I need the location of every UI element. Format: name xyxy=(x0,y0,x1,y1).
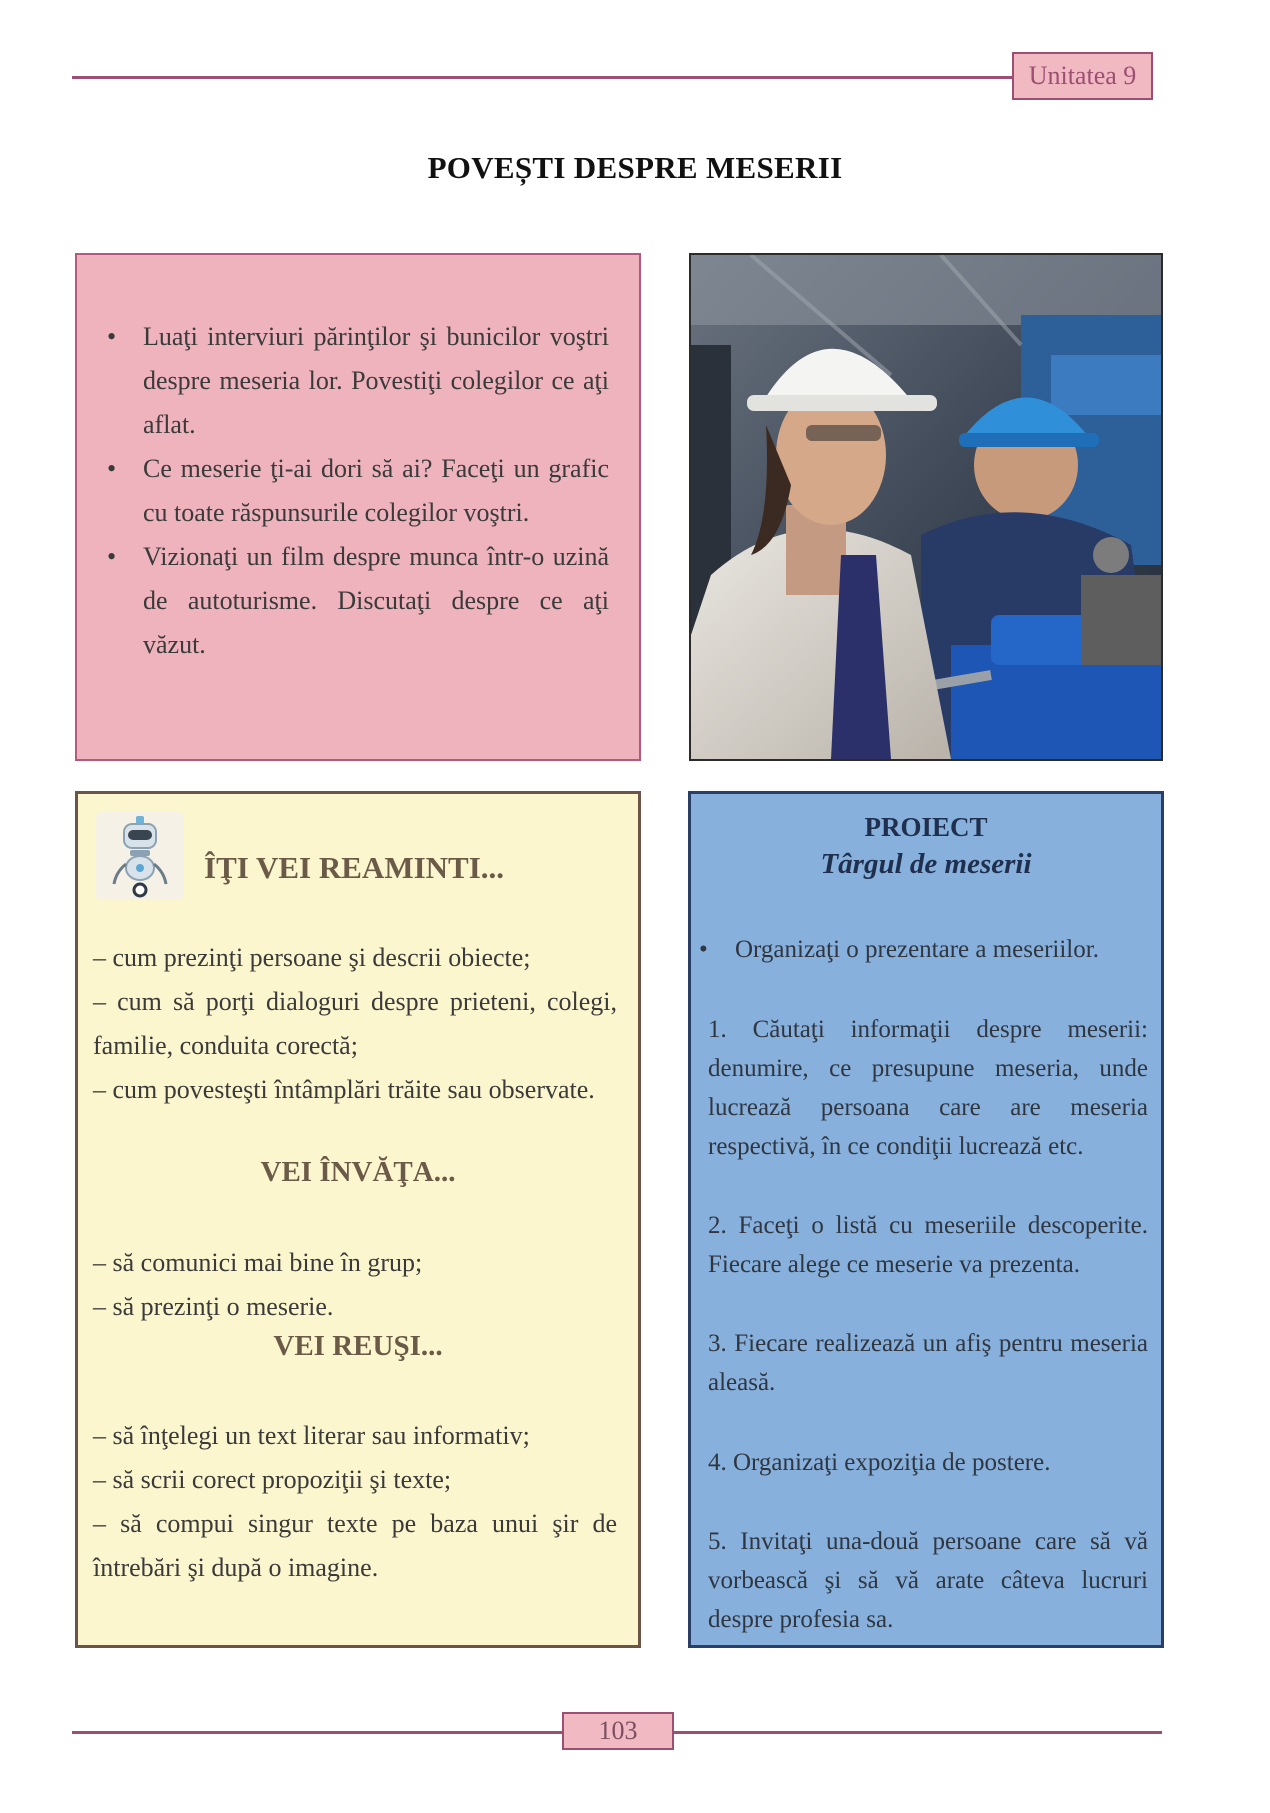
list-item: – cum să porţi dialoguri despre prieteni, colegi, familie, conduita corectă; xyxy=(93,987,617,1060)
list-item: – să comunici mai bine în grup; xyxy=(93,1248,423,1277)
bullet-icon: • xyxy=(107,322,117,351)
list-item: – să prezinţi o meserie. xyxy=(93,1292,334,1321)
unit-badge: Unitatea 9 xyxy=(1012,52,1153,100)
remind-heading: ÎŢI VEI REAMINTI... xyxy=(204,850,505,885)
factory-workers-photo xyxy=(689,253,1163,761)
project-step: 2. Faceţi o listă cu meseriile descoperite. Fiecare alege ce meserie va prezenta. xyxy=(708,1212,1148,1278)
project-intro xyxy=(699,930,1154,969)
activity-item xyxy=(107,447,609,535)
activity-text: Ce meserie ţi-ai dori să ai? Faceţi un grafic cu toate răspunsurile colegilor voştri. xyxy=(143,454,609,527)
activity-text: Luaţi interviuri părinţilor şi bunicilor voştri despre meseria lor. Povestiţi colegilor ce aţi aflat. xyxy=(143,322,609,439)
objectives-box xyxy=(75,791,641,1648)
bullet-icon: • xyxy=(107,542,117,571)
photo-illustration xyxy=(691,255,1161,759)
list-item: – cum prezinţi persoane şi descrii obiecte; xyxy=(93,943,531,972)
list-item: – să scrii corect propoziţii şi texte; xyxy=(93,1465,452,1494)
page-number: 103 xyxy=(562,1712,674,1750)
list-item: – să compui singur texte pe baza unui şir de întrebări şi după o imagine. xyxy=(93,1509,617,1582)
robot-icon-graphic xyxy=(96,812,184,900)
learn-list xyxy=(93,1241,617,1329)
project-subtitle: Târgul de meserii xyxy=(820,848,1032,880)
header-divider xyxy=(72,76,1012,79)
project-step: 3. Fiecare realizează un afiş pentru meseria aleasă. xyxy=(708,1330,1148,1396)
bullet-icon: • xyxy=(107,454,117,483)
project-step: 1. Căutaţi informaţii despre meserii: denumire, ce presupune meseria, unde lucrează persoana care are meseria respectivă, în ce condiţii lucrează etc. xyxy=(708,1016,1148,1160)
succeed-list xyxy=(93,1414,617,1590)
project-title: PROIECT xyxy=(864,812,988,842)
activity-item xyxy=(107,315,609,447)
list-item: – cum povesteşti întâmplări trăite sau observate. xyxy=(93,1075,595,1104)
project-box xyxy=(688,791,1164,1648)
learn-heading: VEI ÎNVĂŢA... xyxy=(260,1156,456,1188)
activities-list xyxy=(107,315,609,667)
bullet-icon: • xyxy=(699,936,708,963)
project-intro-text: Organizaţi o prezentare a meseriilor. xyxy=(735,936,1099,963)
activities-box xyxy=(75,253,641,761)
remind-list xyxy=(93,936,617,1112)
project-step: 4. Organizaţi expoziţia de postere. xyxy=(708,1449,1051,1476)
succeed-heading: VEI REUŞI... xyxy=(273,1330,443,1362)
list-item: – să înţelegi un text literar sau informativ; xyxy=(93,1421,530,1450)
project-step: 5. Invitaţi una-două persoane care să vă vorbească şi să vă arate câteva lucruri despre profesia sa. xyxy=(708,1528,1148,1633)
activity-item xyxy=(107,535,609,667)
page-title: POVEȘTI DESPRE MESERII xyxy=(427,150,843,185)
activity-text: Vizionaţi un film despre munca într-o uzină de autoturisme. Discutaţi despre ce aţi văzut. xyxy=(143,542,609,659)
robot-icon xyxy=(96,812,184,900)
